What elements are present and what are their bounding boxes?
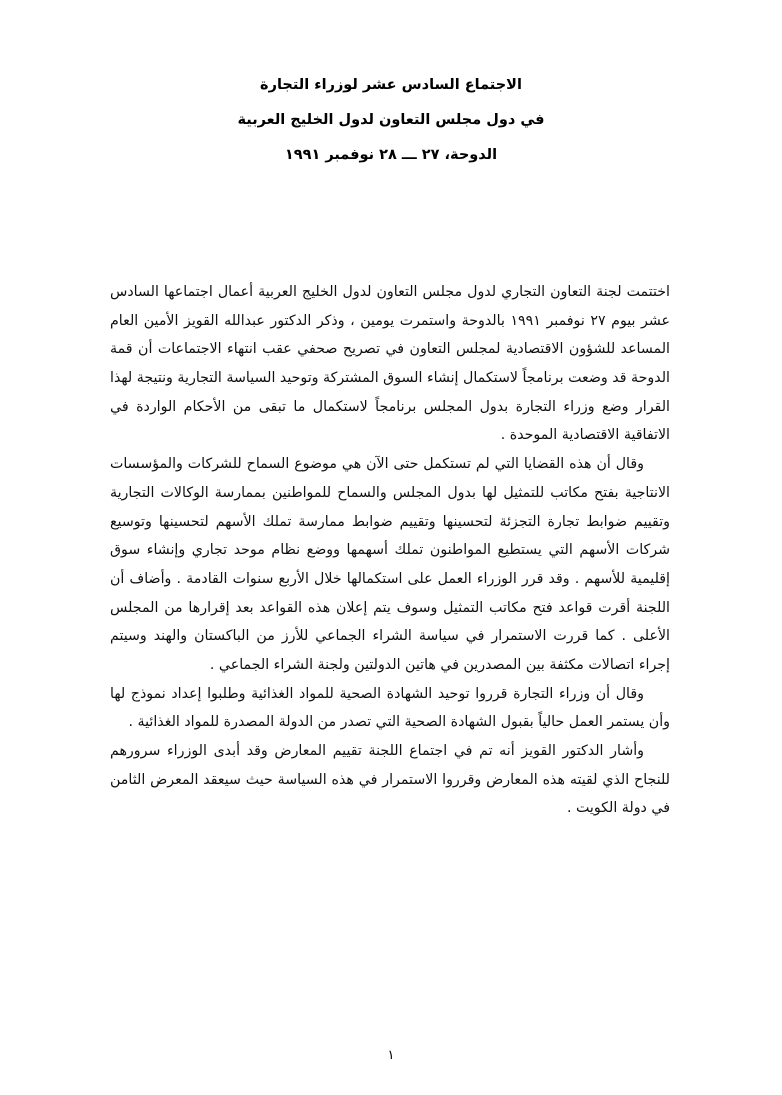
paragraph-2: وقال أن هذه القضايا التي لم تستكمل حتى الآن هي موضوع السماح للشركات والمؤسسات الانتاجية بفتح مكاتب للتمثيل لها بدول المجلس والسماح للمواطنين بممارسة الوكالات التجارية وتقييم ضوابط تجارة التجزئة لتحسينها وتقييم ضوابط ممارسة تملك الأسهم لتحسينها وتوسيع شركات الأسهم التي يستطيع المواطنون تملك أسهمها ووضع نظام موحد تجاري وإنشاء سوق إقليمية للأسهم . وقد قرر الوزراء العمل على استكمالها خلال الأربع سنوات القادمة . وأضاف أن اللجنة أقرت قواعد فتح مكاتب التمثيل وسوف يتم إعلان هذه القواعد بعد إقرارها من المجلس الأعلى . كما قررت الاستمرار في سياسة الشراء الجماعي للأرز من الباكستان والهند وسيتم إجراء اتصالات مكثفة بين المصدرين في هاتين الدولتين ولجنة الشراء الجماعي . xyxy=(110,456,670,673)
title-line-3: الدوحة، ٢٧ ـــ ٢٨ نوفمبر ١٩٩١ xyxy=(284,147,498,164)
paragraph-4: وأشار الدكتور القويز أنه تم في اجتماع اللجنة تقييم المعارض وقد أبدى الوزراء سرورهم للنجاح الذي لقيته هذه المعارض وقرروا الاستمرار في هذه السياسة حيث سيعقد المعرض الثامن في دولة الكويت . xyxy=(110,743,670,817)
document-body xyxy=(110,278,670,823)
page-number: ١ xyxy=(387,1048,395,1063)
title-line-2: في دول مجلس التعاون لدول الخليج العربية xyxy=(237,112,545,129)
title-line-1: الاجتماع السادس عشر لوزراء التجارة xyxy=(260,77,522,93)
paragraph-3: وقال أن وزراء التجارة قرروا توحيد الشهادة الصحية للمواد الغذائية وطلبوا إعداد نموذج لها وأن يستمر العمل حالياً بقبول الشهادة الصحية التي تصدر من الدولة المصدرة للمواد الغذائية . xyxy=(110,685,670,731)
document-title-block xyxy=(0,78,782,164)
paragraph-1: اختتمت لجنة التعاون التجاري لدول مجلس التعاون لدول الخليج العربية أعمال اجتماعها السادس عشر بيوم ٢٧ نوفمبر ١٩٩١ بالدوحة واستمرت يومين ، وذكر الدكتور عبدالله القويز الأمين العام المساعد للشؤون الاقتصادية لمجلس التعاون في تصريح صحفي عقب انتهاء الاجتماعات أن قمة الدوحة قد وضعت برنامجاً لاستكمال إنشاء السوق المشتركة وتوحيد السياسة التجارية ونتيجة لهذا القرار وضع وزراء التجارة بدول المجلس برنامجاً لاستكمال ما تبقى من الأحكام الواردة في الاتفاقية الاقتصادية الموحدة . xyxy=(110,284,670,444)
